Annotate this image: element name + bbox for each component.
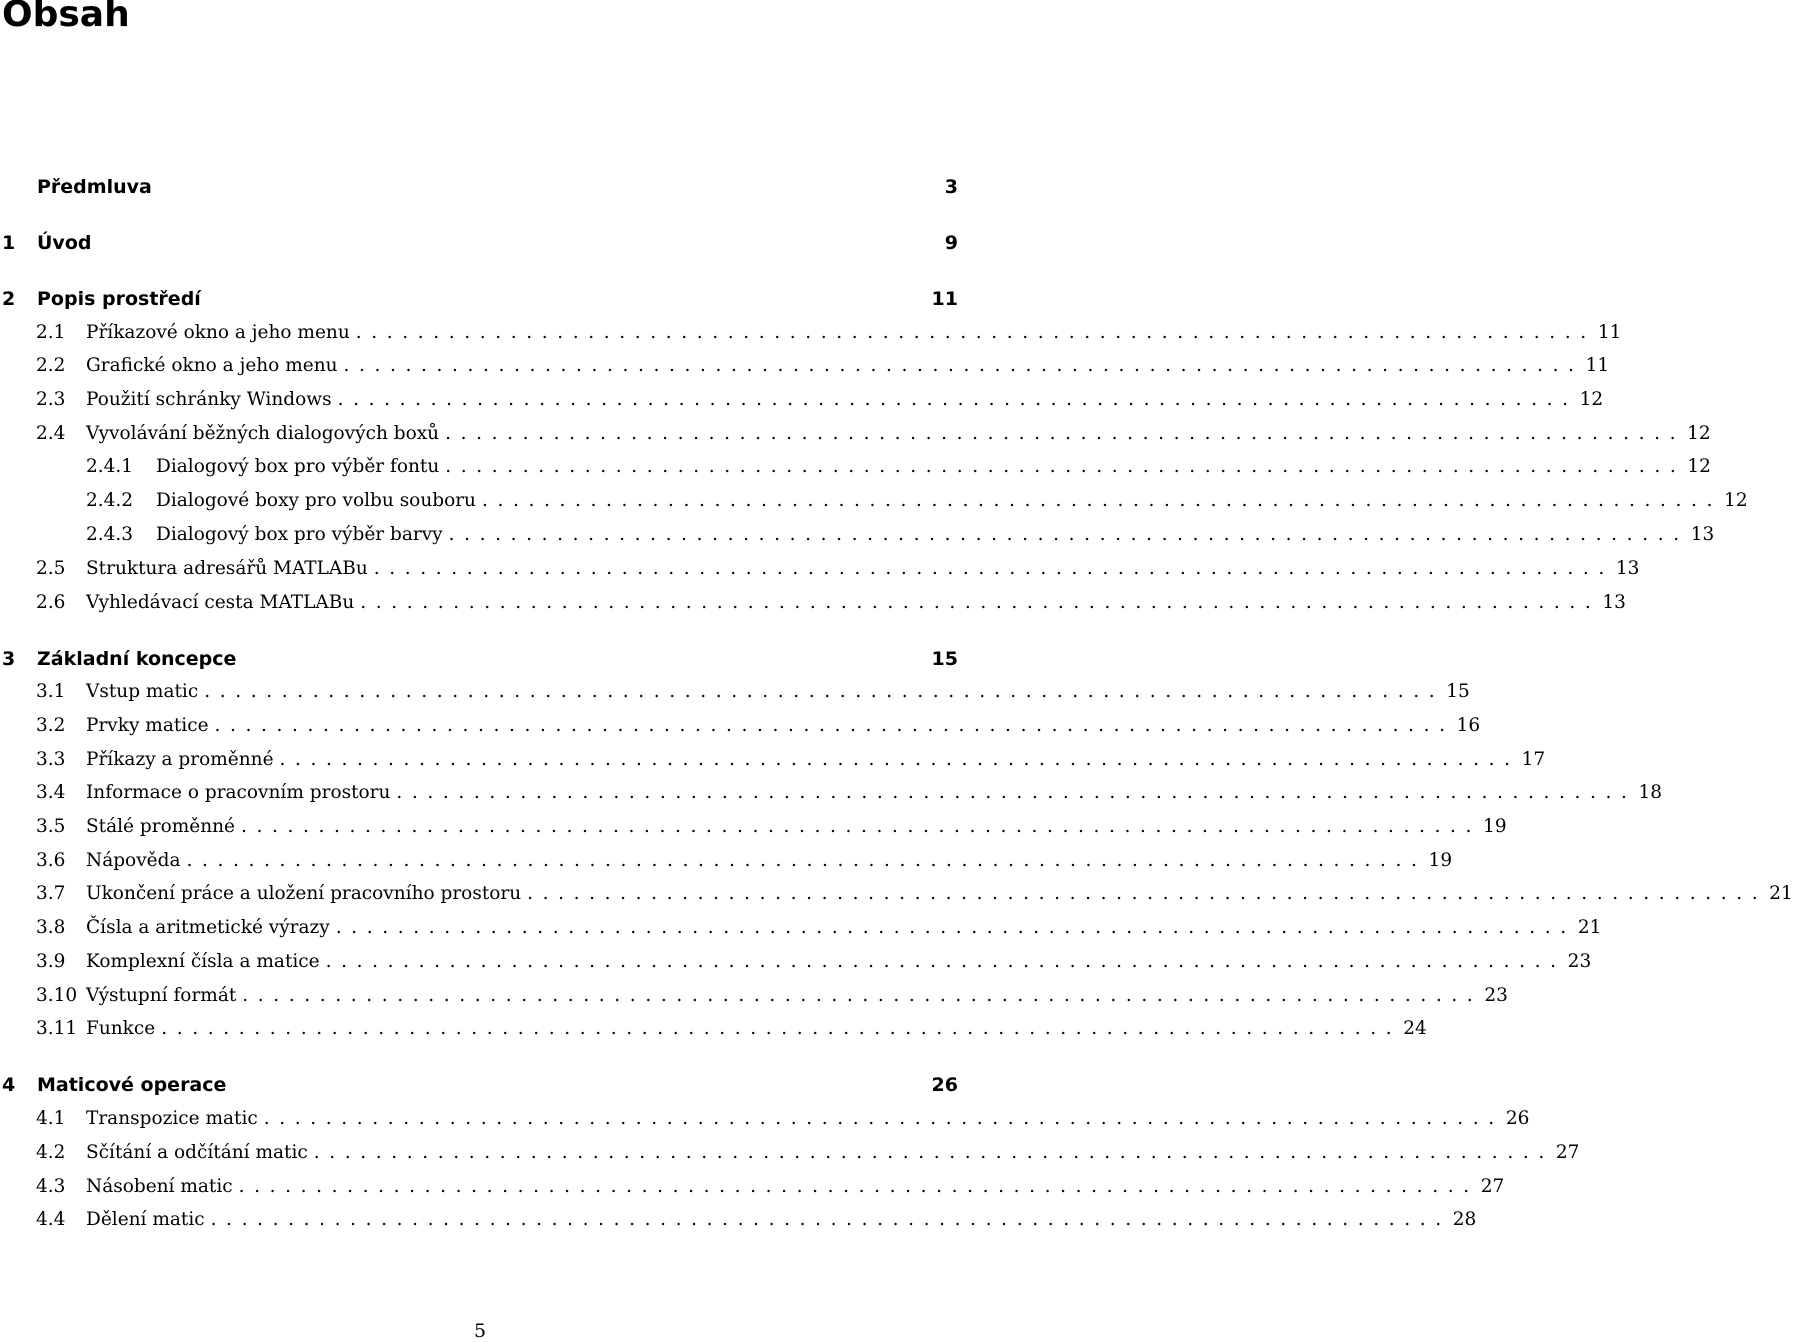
toc-entry-page: 24 (1403, 1018, 1427, 1039)
toc-entry-title: Popis prostředí (37, 288, 201, 310)
toc-entry-number: 2.6 (36, 592, 66, 613)
toc-entry-number: 4 (2, 1074, 16, 1096)
toc-dot-leader: ................................................................................ (448, 524, 1689, 545)
toc-dot-leader: ................................................................................ (335, 917, 1576, 938)
toc-entry-page: 18 (1638, 782, 1663, 803)
toc-entry-number: 3.3 (36, 749, 66, 770)
toc-entry[interactable] (0, 490, 1748, 520)
toc-dot-leader: ................................................................................ (360, 592, 1601, 613)
toc-entry-page: 11 (1585, 355, 1610, 376)
toc-entry-title: Maticové operace (37, 1074, 227, 1096)
toc-entry-number: 2.3 (36, 389, 66, 410)
toc-entry-title: Dialogový box pro výběr fontu (156, 456, 440, 477)
toc-entry-page: 26 (1505, 1108, 1530, 1129)
toc-entry-title: Dialogové boxy pro volbu souboru (156, 490, 476, 511)
toc-entry-page: 21 (1577, 917, 1602, 938)
toc-entry[interactable] (0, 456, 1711, 486)
toc-entry-title: Použití schránky Windows (86, 389, 332, 410)
toc-entry[interactable] (0, 749, 1546, 779)
toc-entry-title: Vyvolávání běžných dialogových boxů (86, 423, 440, 444)
toc-dot-leader: ................................................................................ (204, 681, 1445, 702)
toc-entry-title: Ukončení práce a uložení pracovního prostoru (86, 883, 522, 904)
toc-entry[interactable] (0, 782, 1663, 812)
toc-entry[interactable] (0, 389, 1604, 419)
toc-entry-page: 11 (1597, 322, 1622, 343)
toc-entry-number: 2.5 (36, 558, 66, 579)
toc-entry-title: Sčítání a odčítání matic (86, 1142, 308, 1163)
toc-entry[interactable] (0, 232, 960, 262)
toc-entry-title: Úvod (37, 232, 92, 254)
toc-dot-leader: ................................................................................ (527, 883, 1768, 904)
toc-entry[interactable] (0, 1176, 1505, 1206)
toc-entry-title: Čísla a aritmetické výrazy (86, 917, 330, 938)
toc-entry-number: 3.6 (36, 850, 66, 871)
toc-entry-title: Příkazy a proměnné (86, 749, 274, 770)
page-number: 5 (473, 1320, 487, 1342)
toc-entry-number: 4.3 (36, 1176, 66, 1197)
toc-entry-number: 2 (2, 288, 16, 310)
toc-entry-page: 13 (1602, 592, 1626, 613)
toc-entry-page: 3 (944, 176, 958, 198)
toc-entry-title: Funkce (86, 1018, 156, 1039)
toc-entry-title: Komplexní čísla a matice (86, 951, 320, 972)
toc-entry[interactable] (0, 176, 960, 206)
toc-entry-title: Vyhledávací cesta MATLABu (86, 592, 355, 613)
toc-entry[interactable] (0, 423, 1711, 453)
toc-entry-title: Základní koncepce (37, 648, 237, 670)
toc-entry-number: 2.4 (36, 423, 66, 444)
toc-dot-leader: ................................................................................ (313, 1142, 1554, 1163)
toc-entry-page: 26 (931, 1074, 958, 1096)
toc-entry-title: Prvky matice (86, 715, 209, 736)
toc-entry-number: 3.8 (36, 917, 66, 938)
toc-entry[interactable] (0, 1074, 960, 1104)
toc-entry-number: 4.2 (36, 1142, 66, 1163)
toc-entry-page: 12 (1687, 456, 1711, 477)
toc-entry-page: 16 (1456, 715, 1481, 736)
toc-entry[interactable] (0, 1209, 1477, 1239)
toc-entry-number: 1 (2, 232, 16, 254)
toc-entry-title: Informace o pracovním prostoru (86, 782, 391, 803)
toc-dot-leader: ................................................................................ (396, 782, 1637, 803)
toc-entry-page: 13 (1615, 558, 1640, 579)
toc-entry-number: 3.5 (36, 816, 66, 837)
toc-dot-leader: ................................................................................ (214, 715, 1455, 736)
toc-entry-page: 12 (1579, 389, 1604, 410)
toc-entry-page: 21 (1769, 883, 1793, 904)
toc-entry-number: 3.7 (36, 883, 66, 904)
toc-entry-title: Dělení matic (86, 1209, 205, 1230)
toc-entry-page: 19 (1428, 850, 1453, 871)
toc-entry-page: 23 (1484, 985, 1508, 1006)
toc-dot-leader: ................................................................................ (242, 985, 1483, 1006)
toc-dot-leader: ................................................................................ (238, 1176, 1479, 1197)
toc-entry[interactable] (0, 681, 1470, 711)
toc-entry-title: Předmluva (37, 176, 152, 198)
toc-entry[interactable] (0, 558, 1640, 588)
toc-entry-title: Výstupní formát (86, 985, 237, 1006)
toc-dot-leader: ................................................................................ (186, 850, 1427, 871)
toc-entry[interactable] (0, 648, 960, 678)
toc-entry-title: Struktura adresářů MATLABu (86, 558, 368, 579)
toc-dot-leader: ................................................................................ (481, 490, 1723, 511)
toc-dot-leader: ................................................................................ (343, 355, 1584, 376)
toc-entry-title: Stálé proměnné (86, 816, 235, 837)
toc-entry-page: 11 (931, 288, 958, 310)
toc-entry-title: Dialogový box pro výběr barvy (156, 524, 443, 545)
toc-entry-title: Násobení matic (86, 1176, 233, 1197)
toc-entry[interactable] (0, 850, 1453, 880)
toc-entry-title: Vstup matic (86, 681, 199, 702)
toc-entry-page: 19 (1483, 816, 1507, 837)
toc-entry-page: 15 (931, 648, 958, 670)
toc-entry[interactable] (0, 1108, 1530, 1138)
toc-entry[interactable] (0, 288, 960, 318)
toc-dot-leader: ................................................................................ (210, 1209, 1451, 1230)
toc-entry-number: 3.10 (36, 985, 78, 1006)
toc-entry-page: 12 (1687, 423, 1711, 444)
toc-entry-page: 27 (1480, 1176, 1505, 1197)
toc-dot-leader: ................................................................................ (263, 1108, 1504, 1129)
toc-entry[interactable] (0, 524, 1715, 554)
toc-entry-page: 15 (1446, 681, 1470, 702)
toc-entry[interactable] (0, 715, 1481, 745)
toc-entry[interactable] (0, 1018, 1427, 1048)
toc-entry-number: 4.1 (36, 1108, 66, 1129)
toc-entry-number: 3 (2, 648, 16, 670)
toc-entry-title: Nápověda (86, 850, 181, 871)
toc-entry-number: 4.4 (36, 1209, 66, 1230)
toc-entry-page: 17 (1521, 749, 1546, 770)
toc-entry-number: 3.1 (36, 681, 66, 702)
toc-entry-number: 2.1 (36, 322, 66, 343)
toc-entry-page: 28 (1452, 1209, 1477, 1230)
toc-entry-number: 2.4.1 (86, 456, 134, 477)
toc-entry-page: 13 (1690, 524, 1715, 545)
toc-entry[interactable] (0, 951, 1592, 981)
toc-entry-number: 3.4 (36, 782, 66, 803)
toc-entry-title: Transpozice matic (86, 1108, 258, 1129)
toc-entry-number: 2.4.2 (86, 490, 134, 511)
toc-entry[interactable] (0, 816, 1507, 846)
toc-entry-page: 12 (1724, 490, 1748, 511)
toc-entry-number: 2.4.3 (86, 524, 134, 545)
toc-dot-leader: ................................................................................ (279, 749, 1520, 770)
toc-entry[interactable] (0, 1142, 1580, 1172)
toc-dot-leader: ................................................................................ (445, 456, 1686, 477)
toc-entry[interactable] (0, 917, 1602, 947)
toc-entry-number: 3.9 (36, 951, 66, 972)
toc-entry-page: 23 (1567, 951, 1592, 972)
toc-entry[interactable] (0, 592, 1626, 622)
toc-entry[interactable] (0, 322, 1622, 352)
toc-entry-number: 3.11 (36, 1018, 78, 1039)
toc-dot-leader: ................................................................................ (355, 322, 1596, 343)
toc-entry-page: 27 (1555, 1142, 1580, 1163)
toc-entry-title: Grafické okno a jeho menu (86, 355, 338, 376)
toc-entry[interactable] (0, 985, 1508, 1015)
toc-entry-number: 3.2 (36, 715, 66, 736)
toc-entry[interactable] (0, 883, 1793, 913)
toc-dot-leader: ................................................................................ (161, 1018, 1402, 1039)
toc-dot-leader: ................................................................................ (325, 951, 1566, 972)
toc-dot-leader: ................................................................................ (373, 558, 1614, 579)
toc-dot-leader: ................................................................................ (445, 423, 1686, 444)
toc-entry[interactable] (0, 355, 1610, 385)
toc-dot-leader: ................................................................................ (337, 389, 1578, 410)
toc-entry-title: Příkazové okno a jeho menu (86, 322, 350, 343)
toc-entry-number: 2.2 (36, 355, 66, 376)
toc-dot-leader: ................................................................................ (240, 816, 1482, 837)
page-title: Obsah (2, 0, 130, 35)
toc-entry-page: 9 (944, 232, 958, 254)
